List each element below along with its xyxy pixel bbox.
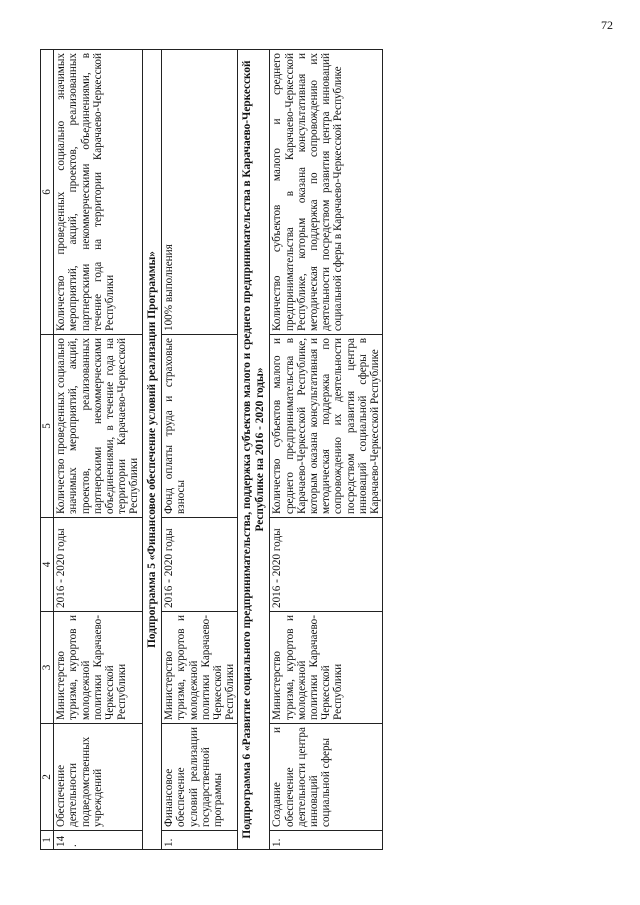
executor-cell: Министерство туризма, курортов и молодежной политики Карачаево-Черкесской Республики	[54, 612, 142, 724]
column-number: 6	[41, 50, 54, 335]
row-number: 14.	[54, 831, 142, 850]
result-cell: 100% выполнения	[162, 50, 238, 335]
column-number: 1	[41, 831, 54, 850]
indicator-cell: Количество проведенных социально значимых мероприятий, акций, проектов, реализованных партнерскими некоммерческими объединениями, в течение года на территории Карачаево-Черкесской Республики	[54, 335, 142, 518]
column-number: 5	[41, 335, 54, 518]
indicator-cell: Количество субъектов малого и среднего предпринимательства в Карачаево-Черкесской Республике, которым оказана консультативная и методическая поддержка по сопровождению их деятельности посредством развития центра инноваций социальной сферы в Карачаево-Черкесской Республике	[270, 335, 383, 518]
measure-name: Создание и обеспечение деятельности центра инноваций социальной сферы	[270, 724, 383, 831]
column-number: 4	[41, 518, 54, 612]
result-cell: Количество субъектов малого и среднего предпринимательства в Карачаево-Черкесской Республике, которым оказана консультативная и методическая поддержка по сопровождению их деятельности посредством развития центра инноваций социальной сферы в Карачаево-Черкесской Республике	[270, 50, 383, 335]
measure-name: Финансовое обеспечение условий реализации государственной программы	[162, 724, 238, 831]
table-row	[270, 50, 383, 850]
executor-cell: Министерство туризма, курортов и молодежной политики Карачаево-Черкесской Республики	[162, 612, 238, 724]
column-number: 3	[41, 612, 54, 724]
indicator-cell: Фонд оплаты труда и страховые взносы	[162, 335, 238, 518]
period-cell: 2016 - 2020 годы	[162, 518, 238, 612]
result-cell: Количество проведенных социально значимых мероприятий, акций, проектов, реализованных партнерскими некоммерческими объединениями, в течение года на территории Карачаево-Черкесской Республики	[54, 50, 142, 335]
subprogram-6-title: Подпрограмма 6 «Развитие социального предпринимательства, поддержка субъектов малого и среднего предпринимательства в Карачаево-Черкесской Республике на 2016 - 2020 годы»	[238, 50, 270, 850]
subprogram-heading-row	[238, 50, 270, 850]
period-cell: 2016 - 2020 годы	[270, 518, 383, 612]
period-cell: 2016 - 2020 годы	[54, 518, 142, 612]
row-number: 1.	[270, 831, 383, 850]
program-measures-table	[40, 49, 383, 850]
row-number: 1.	[162, 831, 238, 850]
rotated-table-container	[40, 50, 545, 850]
table-row	[54, 50, 142, 850]
executor-cell: Министерство туризма, курортов и молодежной политики Карачаево-Черкесской Республики	[270, 612, 383, 724]
column-number-row	[41, 50, 54, 850]
page-number: 72	[601, 18, 613, 32]
measure-name: Обеспечение деятельности подведомственных учреждений	[54, 724, 142, 831]
subprogram-5-title: Подпрограмма 5 «Финансовое обеспечение условий реализации Программы»	[142, 50, 162, 850]
column-number: 2	[41, 724, 54, 831]
subprogram-heading-row	[142, 50, 162, 850]
table-row	[162, 50, 238, 850]
